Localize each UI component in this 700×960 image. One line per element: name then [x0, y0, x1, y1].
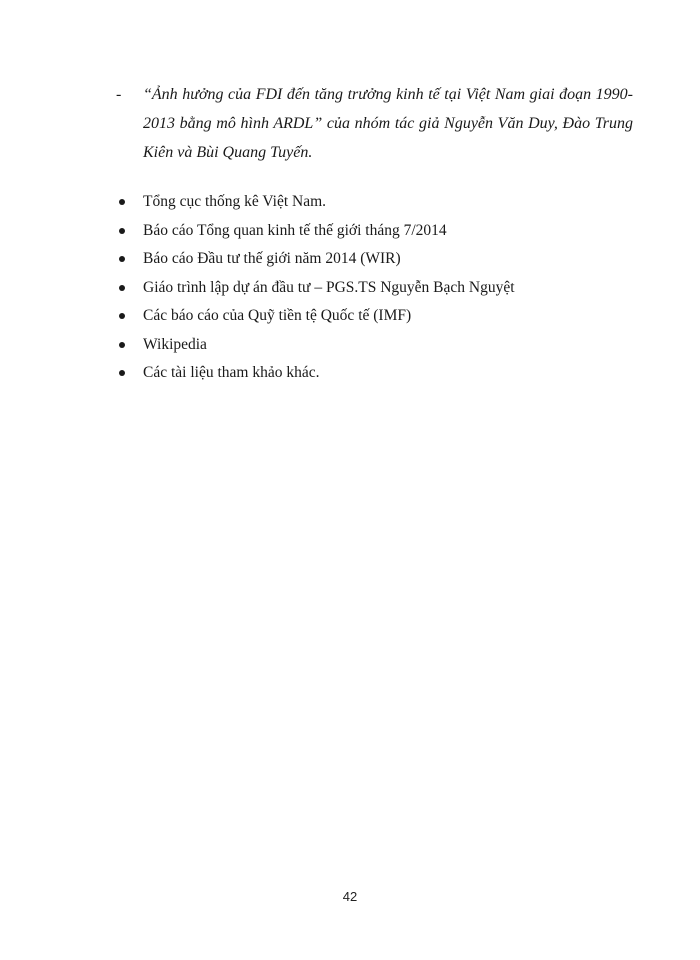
list-item [116, 274, 636, 303]
list-item-text: Các báo cáo của Quỹ tiền tệ Quốc tế (IMF) [143, 307, 412, 324]
list-item [116, 359, 636, 388]
bullet-icon [119, 370, 125, 376]
list-item-text: Báo cáo Tổng quan kinh tế thế giới tháng 7/2014 [143, 221, 447, 239]
bullet-icon [119, 228, 125, 234]
list-item-text: Giáo trình lập dự án đầu tư – PGS.TS Nguyễn Bạch Nguyệt [143, 278, 515, 296]
list-item [116, 217, 636, 246]
bullet-icon [119, 256, 125, 262]
list-item [116, 188, 636, 217]
list-item [116, 245, 636, 274]
bullet-icon [119, 285, 125, 291]
list-item-text: Báo cáo Đầu tư thế giới năm 2014 (WIR) [143, 250, 401, 267]
list-item-text: Wikipedia [143, 335, 207, 353]
list-item-text: Các tài liệu tham khảo khác. [143, 364, 320, 381]
list-item-text: Tổng cục thống kê Việt Nam. [143, 193, 327, 210]
page-number: 42 [342, 889, 358, 904]
bullet-icon [119, 313, 125, 319]
list-item [116, 302, 636, 331]
reference-list [116, 188, 636, 388]
list-item [116, 331, 636, 360]
bullet-icon [119, 342, 125, 348]
dash-marker: - [116, 86, 122, 103]
reference-citation-italic: “Ảnh hưởng của FDI đến tăng trưởng kinh tế tại Việt Nam giai đoạn 1990-2013 bằng mô hình ARDL” của nhóm tác giả Nguyễn Văn Duy, Đào Trung Kiên và Bùi Quang Tuyến. [143, 86, 633, 161]
bullet-icon [119, 199, 125, 205]
